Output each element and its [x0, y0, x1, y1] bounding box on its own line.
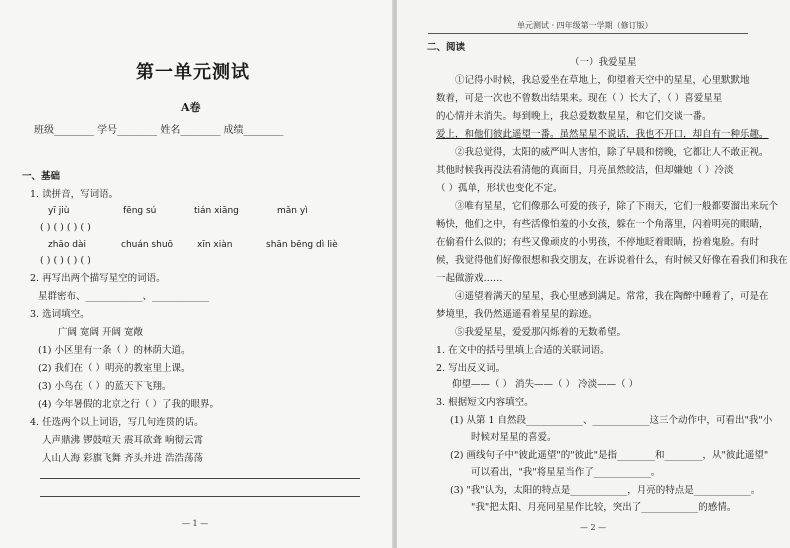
story-paragraph-line: 畅快，他们之中，有些活像怕羞的小女孩，躲在一个角落里，闪着明亮的眼睛，: [436, 219, 769, 230]
writing-line[interactable]: [40, 478, 360, 479]
antonym-answer-line[interactable]: 仰望——（ ） 消失——（ ） 冷淡——（ ）: [452, 379, 639, 390]
story-paragraph-line: 候，我觉得他们好像很想和我交朋友，在诉说着什么，有时候又好像在看我们和我在: [436, 255, 788, 266]
question-3-item[interactable]: (1) 小区里有一条（ ）的林荫大道。: [38, 345, 191, 356]
story-paragraph-line: 的心情并未消失。每到晚上，我总爱数数星星，和它们交谈一番。: [436, 111, 712, 122]
story-paragraph-line[interactable]: 数着，可是一次也不曾数出结果来。现在（ ）长大了，（ ）喜爱星星: [436, 93, 723, 104]
section-heading-reading: 二、阅读: [427, 42, 466, 53]
question-3-item[interactable]: (2) 画线句子中"彼此遥望"的"彼此"是指________和________，从"彼此遥望": [450, 450, 769, 461]
reading-question-1: 1. 在文中的括号里填上合适的关联词语。: [436, 345, 610, 356]
story-paragraph-line[interactable]: 其他时候我再没法看清他的真面目，月亮虽然皎洁，但却嫌她（ ）冷淡: [436, 165, 734, 176]
story-paragraph-line: ②我总觉得，太阳的威严叫人害怕，除了早晨和傍晚，它都让人不敢正视。: [455, 147, 769, 158]
pinyin-item: shān bēng dì liè: [266, 240, 338, 250]
question-3: 3. 选词填空。: [30, 309, 90, 320]
story-paragraph-line: ⑤我爱星星，爱爱那闪烁着的无数希望。: [455, 327, 627, 338]
question-3-item-cont: 时候对星星的喜爱。: [471, 432, 557, 443]
reading-question-3: 3. 根据短文内容填空。: [436, 397, 534, 408]
question-2: 2. 再写出两个描写星空的词语。: [30, 273, 166, 284]
story-paragraph-line: 梦境里，我仍然遥遥看着星星的踪迹。: [436, 309, 598, 320]
pinyin-item: xīn xiàn: [197, 240, 233, 250]
word-bank: 广阔 宽阔 开阔 宽敞: [58, 327, 144, 338]
word-row: 人声鼎沸 锣鼓喧天 震耳欲聋 响彻云霄: [42, 435, 204, 446]
pinyin-item: mǎn yì: [277, 206, 308, 216]
story-paragraph-line: ①记得小时候，我总爱坐在草地上，仰望着天空中的星星，心里默默地: [455, 75, 750, 86]
question-3-item[interactable]: (3) 小鸟在（ ）的蓝天下飞翔。: [38, 381, 172, 392]
question-3-item-cont[interactable]: 可以看出，"我"将星星当作了____________。: [471, 467, 661, 478]
question-3-item-cont[interactable]: "我"把太阳、月亮同星星作比较，突出了____________的感情。: [471, 502, 737, 513]
question-3-item[interactable]: (3) "我"认为，太阳的特点是____________，月亮的特点是____________。: [450, 485, 761, 496]
student-info-line: 班级________ 学号________ 姓名________ 成绩________: [34, 125, 284, 136]
writing-line[interactable]: [40, 496, 360, 497]
header-rule: [428, 33, 748, 34]
question-4: 4. 任选两个以上词语，写几句连贯的话。: [30, 417, 204, 428]
left-page: [0, 0, 393, 548]
section-subtitle: A卷: [181, 101, 201, 114]
page-number: — 1 —: [182, 519, 209, 528]
story-title: （一）我爱星星: [570, 57, 637, 68]
page-title: 第一单元测试: [136, 62, 250, 83]
word-row: 人山人海 彩旗飞舞 齐头并进 浩浩荡荡: [42, 453, 204, 464]
story-underlined-line: 爱上，和他们彼此遥望一番。虽然星星不说话，我也不开口，却自有一种乐趣。: [436, 129, 769, 140]
pinyin-item: chuán shuō: [121, 240, 174, 250]
question-2-answer-line[interactable]: 星群密布、____________、____________: [38, 291, 210, 302]
pinyin-item: zhāo dài: [48, 240, 87, 250]
story-paragraph-line: 在偷看什么似的；有些又像顽皮的小男孩，不停地眨着眼睛，扮着鬼脸。有时: [436, 237, 760, 248]
question-3-item[interactable]: (2) 我们在（ ）明亮的教室里上课。: [38, 363, 191, 374]
answer-boxes[interactable]: ( ) ( ) ( ) ( ): [40, 255, 91, 266]
answer-boxes[interactable]: ( ) ( ) ( ) ( ): [40, 222, 91, 233]
reading-question-2: 2. 写出反义词。: [436, 363, 506, 374]
pinyin-item: yī jiù: [48, 206, 70, 216]
question-3-item[interactable]: (4) 今年暑假的北京之行（ ）了我的眼界。: [38, 399, 219, 410]
page-number: — 2 —: [580, 523, 607, 532]
story-paragraph-line: ④遥望着满天的星星，我心里感到满足。常常，我在陶醉中睡着了，可是在: [455, 291, 769, 302]
running-header: 单元测试 · 四年级第一学期（修订版）: [517, 21, 653, 30]
section-heading-basics: 一、基础: [22, 171, 61, 182]
pinyin-item: fēng sú: [123, 206, 157, 216]
story-paragraph-line: ③唯有星星，它们像那么可爱的孩子，除了下雨天，它们一般都要溜出来玩个: [455, 201, 779, 212]
question-3-item[interactable]: (1) 从第 1 自然段____________、____________这三个动作中，可看出"我"小: [450, 415, 773, 426]
question-1: 1. 读拼音，写词语。: [30, 189, 119, 200]
story-paragraph-line: 一起做游戏……: [436, 273, 503, 284]
pinyin-item: tián xiāng: [194, 206, 239, 216]
story-paragraph-line[interactable]: （ ）孤单，形状也变化不定。: [436, 183, 563, 194]
